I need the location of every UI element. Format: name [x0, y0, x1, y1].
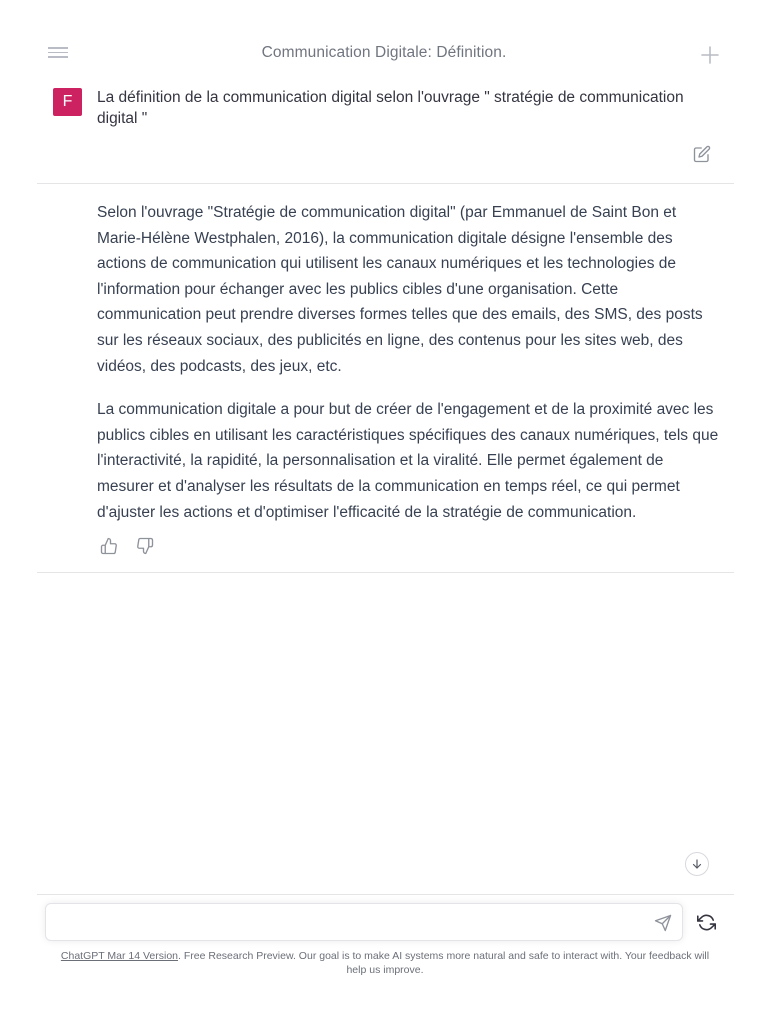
- feedback-bar: [100, 537, 168, 555]
- avatar: F: [53, 88, 82, 116]
- user-message-text: La définition de la communication digital selon l'ouvrage " stratégie de communication digital ": [97, 89, 684, 127]
- top-bar: [0, 0, 768, 84]
- thumbs-up-icon[interactable]: [100, 537, 118, 555]
- arrow-down-icon[interactable]: [685, 852, 709, 876]
- thumbs-down-icon[interactable]: [136, 537, 154, 555]
- assistant-paragraph: La communication digitale a pour but de créer de l'engagement et de la proximité avec les publics cibles en utilisant les caractéristiques spécifiques des canaux numériques, tels que l'interactivité, la rapidité, la personnalisation et la viralité. Elle permet également de mesurer et d'analyser les résultats de la communication en temps réel, ce qui permet d'ajuster les actions et d'optimiser l'efficacité de la stratégie de communication.: [97, 401, 719, 521]
- paper-plane-icon[interactable]: [654, 914, 672, 932]
- version-link[interactable]: ChatGPT Mar 14 Version: [60, 950, 179, 962]
- assistant-message: [0, 184, 768, 572]
- page-title: Communication Digitale: Définition.: [261, 44, 507, 61]
- prompt-input[interactable]: [56, 904, 640, 942]
- footer-disclaimer: [52, 949, 718, 977]
- assistant-paragraph: Selon l'ouvrage "Stratégie de communication digital" (par Emmanuel de Saint Bon et Marie-Hélène Westphalen, 2016), la communication digitale désigne l'ensemble des actions de communication qui utilisent les canaux numériques et les technologies de l'information pour échanger avec les publics cibles d'une organisation. Cette communication peut prendre diverses formes telles que des emails, des SMS, des posts sur les réseaux sociaux, des publicités en ligne, des contenus pour les sites web, des vidéos, des podcasts, des jeux, etc.: [97, 204, 703, 375]
- refresh-icon[interactable]: [697, 913, 716, 932]
- edit-icon[interactable]: [693, 145, 711, 163]
- assistant-message-text: [97, 200, 719, 543]
- user-message: [0, 84, 768, 183]
- plus-icon[interactable]: [699, 44, 721, 66]
- composer: [45, 903, 683, 941]
- composer-divider: [37, 894, 734, 895]
- footer-text: . Free Research Preview. Our goal is to make AI systems more natural and safe to interact with. Your feedback will help us improve.: [178, 950, 710, 976]
- message-divider: [37, 572, 734, 573]
